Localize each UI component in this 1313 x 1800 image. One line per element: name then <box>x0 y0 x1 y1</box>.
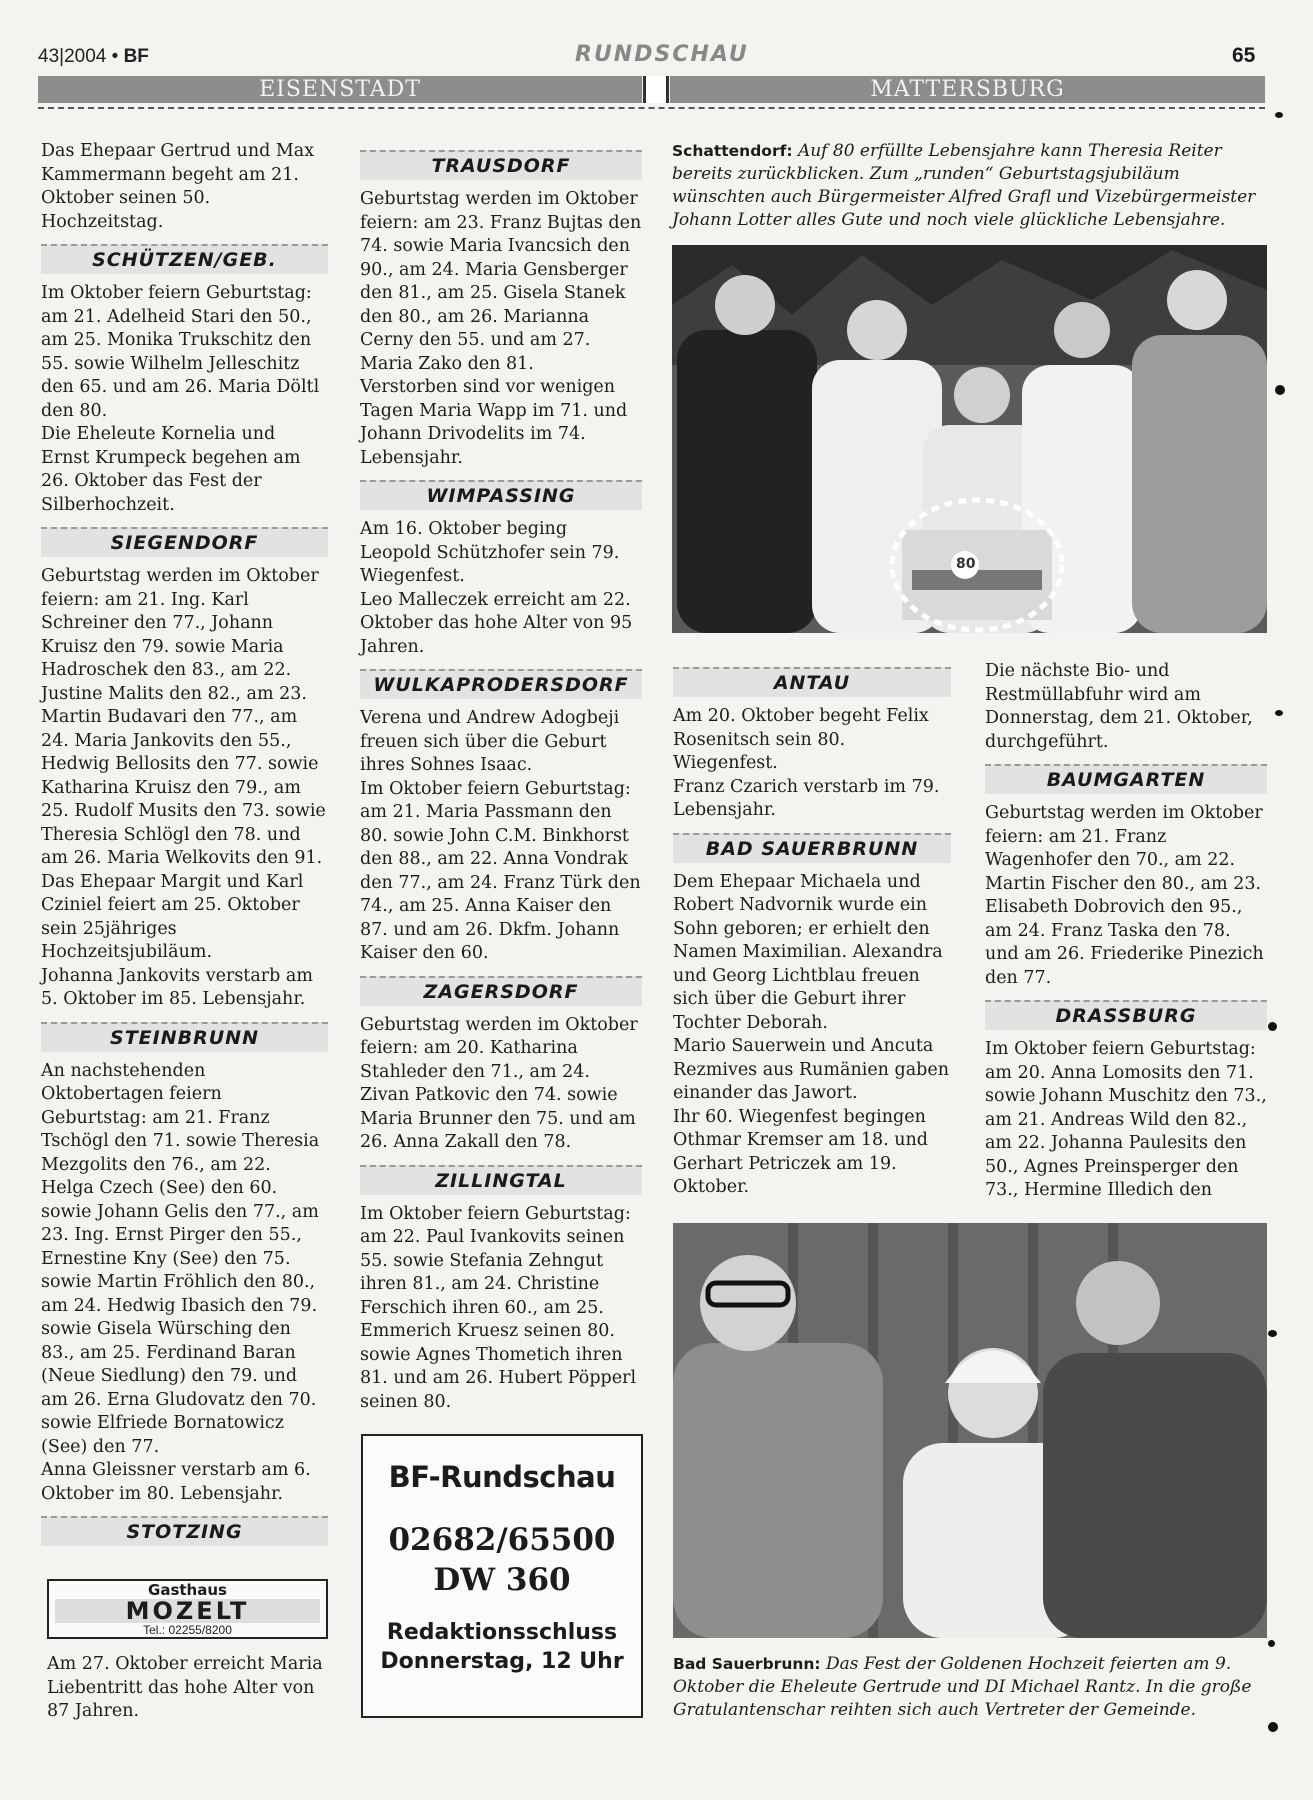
ad-phone: Tel.: 02255/8200 <box>143 1623 232 1637</box>
scan-mark <box>1268 1640 1275 1647</box>
ad-line-2: MOZELT <box>55 1599 320 1623</box>
scan-mark <box>1275 385 1285 395</box>
column-3 <box>673 667 951 1200</box>
column-4 <box>985 660 1267 1203</box>
paragraph: Geburtstag werden im Oktober feiern: am 21. Ing. Karl Schreiner den 77., Johann Kruisz den 79. sowie Maria Hadroschek den 83., am 22. Justine Malits den 82., am 23. Martin Budavari den 77., am 24. Maria Jankovits den 55., Hedwig Bellosits den 77. sowie Katharina Kruisz den 79., am 25. Rudolf Musits den 73. sowie Theresia Schlögl den 78. und am 26. Maria Welkovits den 91. <box>41 566 326 868</box>
heading-schuetzen: SCHÜTZEN/GEB. <box>41 244 328 274</box>
paragraph: Die Eheleute Kornelia und Ernst Krumpeck begehen am 26. Oktober das Fest der Silberhochzeit. <box>41 424 301 515</box>
advertisement-gasthaus <box>47 1579 328 1639</box>
paragraph: Am 20. Oktober begeht Felix Rosenitsch sein 80. Wiegenfest. <box>673 706 929 773</box>
info-phone: 02682/65500 <box>388 1522 616 1558</box>
region-label-eisenstadt: EISENSTADT <box>253 77 427 102</box>
photo-golden-wedding-illustration <box>673 1223 1267 1638</box>
heading-steinbrunn: STEINBRUNN <box>41 1022 328 1052</box>
region-bar-eisenstadt <box>38 76 642 103</box>
heading-wimpassing: WIMPASSING <box>360 480 642 510</box>
paragraph: Geburtstag werden im Oktober feiern: am 23. Franz Bujtas den 74. sowie Maria Ivancsich den 90., am 24. Maria Gensberger den 81., am 25. Gisela Stanek den 80., am 26. Marianna Cerny den 55. und am 27. Maria Zako den 81. <box>360 189 642 374</box>
info-deadline-label: Redaktionsschluss <box>386 1620 618 1645</box>
paragraph: Am 16. Oktober beging Leopold Schützhofer sein 79. Wiegenfest. <box>360 519 620 586</box>
region-label-mattersburg: MATTERSBURG <box>864 77 1071 102</box>
column-1-outro <box>47 1653 328 1724</box>
region-divider <box>643 76 669 103</box>
photo-birthday-group <box>672 245 1267 633</box>
paragraph: Im Oktober feiern Geburtstag: am 21. Maria Passmann den 80. sowie John C.M. Binkhorst den 88., am 22. Anna Vondrak den 77., am 24. Franz Türk den 74., am 25. Anna Kaiser den 87. und am 26. Dkfm. Johann Kaiser den 60. <box>360 778 641 963</box>
paragraph: Das Ehepaar Margit und Karl Cziniel feiert am 25. Oktober sein 25jähriges Hochzeitsjubiläum. <box>41 871 304 962</box>
paragraph: Verstorben sind vor wenigen Tagen Maria Wapp im 71. und Johann Drivodelits im 74. Lebensjahr. <box>360 377 628 468</box>
col1-intro: Das Ehepaar Gertrud und Max Kammermann begeht am 21. Oktober seinen 50. Hochzeitstag. <box>41 141 315 232</box>
scan-mark <box>1268 1722 1278 1732</box>
publication-short: BF <box>123 46 149 67</box>
info-deadline-time: Donnerstag, 12 Uhr <box>380 1649 624 1674</box>
info-extension: DW 360 <box>433 1562 571 1598</box>
contact-info-box <box>361 1434 643 1718</box>
ad-line-1: Gasthaus <box>148 1581 227 1599</box>
paragraph: Geburtstag werden im Oktober feiern: am 20. Katharina Stahleder den 71., am 24. Zivan Patkovic den 74. sowie Maria Brunner den 75. und am 26. Anna Zakall den 78. <box>360 1014 638 1152</box>
paragraph: Leo Malleczek erreicht am 22. Oktober das hohe Alter von 95 Jahren. <box>360 589 633 657</box>
issue-separator: • <box>111 46 119 67</box>
scan-mark <box>1275 112 1283 118</box>
paragraph: An nachstehenden Oktobertagen feiern Geburtstag: am 21. Franz Tschögl den 71. sowie Theresia Mezgolits den 76., am 22. Helga Czech (See) den 60. sowie Johann Gelis den 77., am 23. Ing. Ernst Pirger den 55., Ernestine Kny (See) den 75. sowie Martin Fröhlich den 80., am 24. Hedwig Ibasich den 79. sowie Gisela Würsching den 83., am 25. Ferdinand Baran (Neue Siedlung) den 79. und am 26. Erna Gludovatz den 70. sowie Elfriede Bornatowicz (See) den 77. <box>41 1060 320 1457</box>
info-title: BF-Rundschau <box>388 1460 616 1494</box>
header-rule <box>38 107 1265 109</box>
cake-label: 80 <box>956 556 976 572</box>
paragraph: Ihr 60. Wiegenfest begingen Othmar Kremser am 18. und Gerhart Petriczek am 19. Oktober. <box>673 1106 928 1197</box>
heading-zillingtal: ZILLINGTAL <box>360 1165 642 1195</box>
page-number: 65 <box>1232 44 1256 67</box>
heading-wulkaprodersdorf: WULKAPRODERSDORF <box>360 669 642 699</box>
heading-baumgarten: BAUMGARTEN <box>985 764 1267 794</box>
heading-drassburg: DRASSBURG <box>985 1000 1267 1030</box>
caption-text: Auf 80 erfüllte Lebensjahre kann Theresia Reiter bereits zurückblicken. Zum „runden“ Geburtstagsjubiläum wünschten auch Bürgermeister Alfred Grafl und Vizebürgermeister Johann Lotter alles Gute und noch viele glückliche Lebensjahre. <box>672 141 1256 230</box>
column-2 <box>360 150 642 1414</box>
caption-place: Schattendorf: <box>672 142 793 160</box>
photo-golden-wedding <box>673 1223 1267 1638</box>
photo-birthday-group-illustration <box>672 245 1267 633</box>
col1-outro: Am 27. Oktober erreicht Maria Liebentritt das hohe Alter von 87 Jahren. <box>47 1654 323 1721</box>
paragraph: Im Oktober feiern Geburtstag: am 21. Adelheid Stari den 50., am 25. Monika Trukschitz den 55. sowie Wilhelm Jelleschitz den 65. und am 26. Maria Döltl den 80. <box>41 283 320 421</box>
heading-siegendorf: SIEGENDORF <box>41 527 328 557</box>
heading-antau: ANTAU <box>673 667 951 697</box>
section-title: RUNDSCHAU <box>575 42 749 67</box>
caption-place: Bad Sauerbrunn: <box>673 1655 821 1673</box>
scan-mark <box>1268 1330 1277 1337</box>
region-bar-mattersburg <box>670 76 1265 103</box>
issue-number: 43|2004 <box>38 46 107 67</box>
photo-caption-bad-sauerbrunn <box>673 1653 1267 1722</box>
heading-bad-sauerbrunn: BAD SAUERBRUNN <box>673 833 951 863</box>
heading-stotzing: STOTZING <box>41 1516 328 1546</box>
col4-intro: Die nächste Bio- und Restmüllabfuhr wird am Donnerstag, dem 21. Oktober, durchgeführt. <box>985 661 1253 752</box>
paragraph: Im Oktober feiern Geburtstag: am 20. Anna Lomosits den 71. sowie Johann Muschitz den 73., am 21. Andreas Wild den 82., am 22. Johanna Paulesits den 50., Agnes Preinsperger den 73., Hermine Illedich den <box>985 1039 1267 1200</box>
heading-trausdorf: TRAUSDORF <box>360 150 642 180</box>
paragraph: Dem Ehepaar Michaela und Robert Nadvornik wurde ein Sohn geboren; er erhielt den Namen Maximilian. Alexandra und Georg Lichtblau freuen sich über die Geburt ihrer Tochter Deborah. <box>673 871 943 1033</box>
scan-mark <box>1275 710 1283 716</box>
paragraph: Johanna Jankovits verstarb am 5. Oktober im 85. Lebensjahr. <box>41 965 313 1009</box>
scan-mark <box>1268 1022 1277 1031</box>
photo-caption-schattendorf <box>672 140 1267 232</box>
issue-line <box>38 46 149 68</box>
paragraph: Mario Sauerwein und Ancuta Rezmives aus Rumänien gaben einander das Jawort. <box>673 1036 949 1103</box>
paragraph: Im Oktober feiern Geburtstag: am 22. Paul Ivankovits seinen 55. sowie Stefania Zehngut ihren 81., am 24. Christine Ferschich ihren 60., am 25. Emmerich Kruesz seinen 80. sowie Agnes Thometich ihren 81. und am 26. Hubert Pöpperl seinen 80. <box>360 1203 637 1412</box>
paragraph: Verena und Andrew Adogbeji freuen sich über die Geburt ihres Sohnes Isaac. <box>360 708 620 775</box>
caption-text: Das Fest der Goldenen Hochzeit feierten am 9. Oktober die Eheleute Gertrude und DI Michael Rantz. In die große Gratulantenschar reihten sich auch Vertreter der Gemeinde. <box>673 1654 1252 1720</box>
heading-zagersdorf: ZAGERSDORF <box>360 976 642 1006</box>
paragraph: Anna Gleissner verstarb am 6. Oktober im 80. Lebensjahr. <box>41 1460 311 1504</box>
paragraph: Franz Czarich verstarb im 79. Lebensjahr. <box>673 776 940 820</box>
column-1 <box>41 140 328 1554</box>
paragraph: Geburtstag werden im Oktober feiern: am 21. Franz Wagenhofer den 70., am 22. Martin Fischer den 80., am 23. Elisabeth Dobrovich den 95., am 24. Franz Taska den 78. und am 26. Friederike Pinezich den 77. <box>985 803 1264 988</box>
